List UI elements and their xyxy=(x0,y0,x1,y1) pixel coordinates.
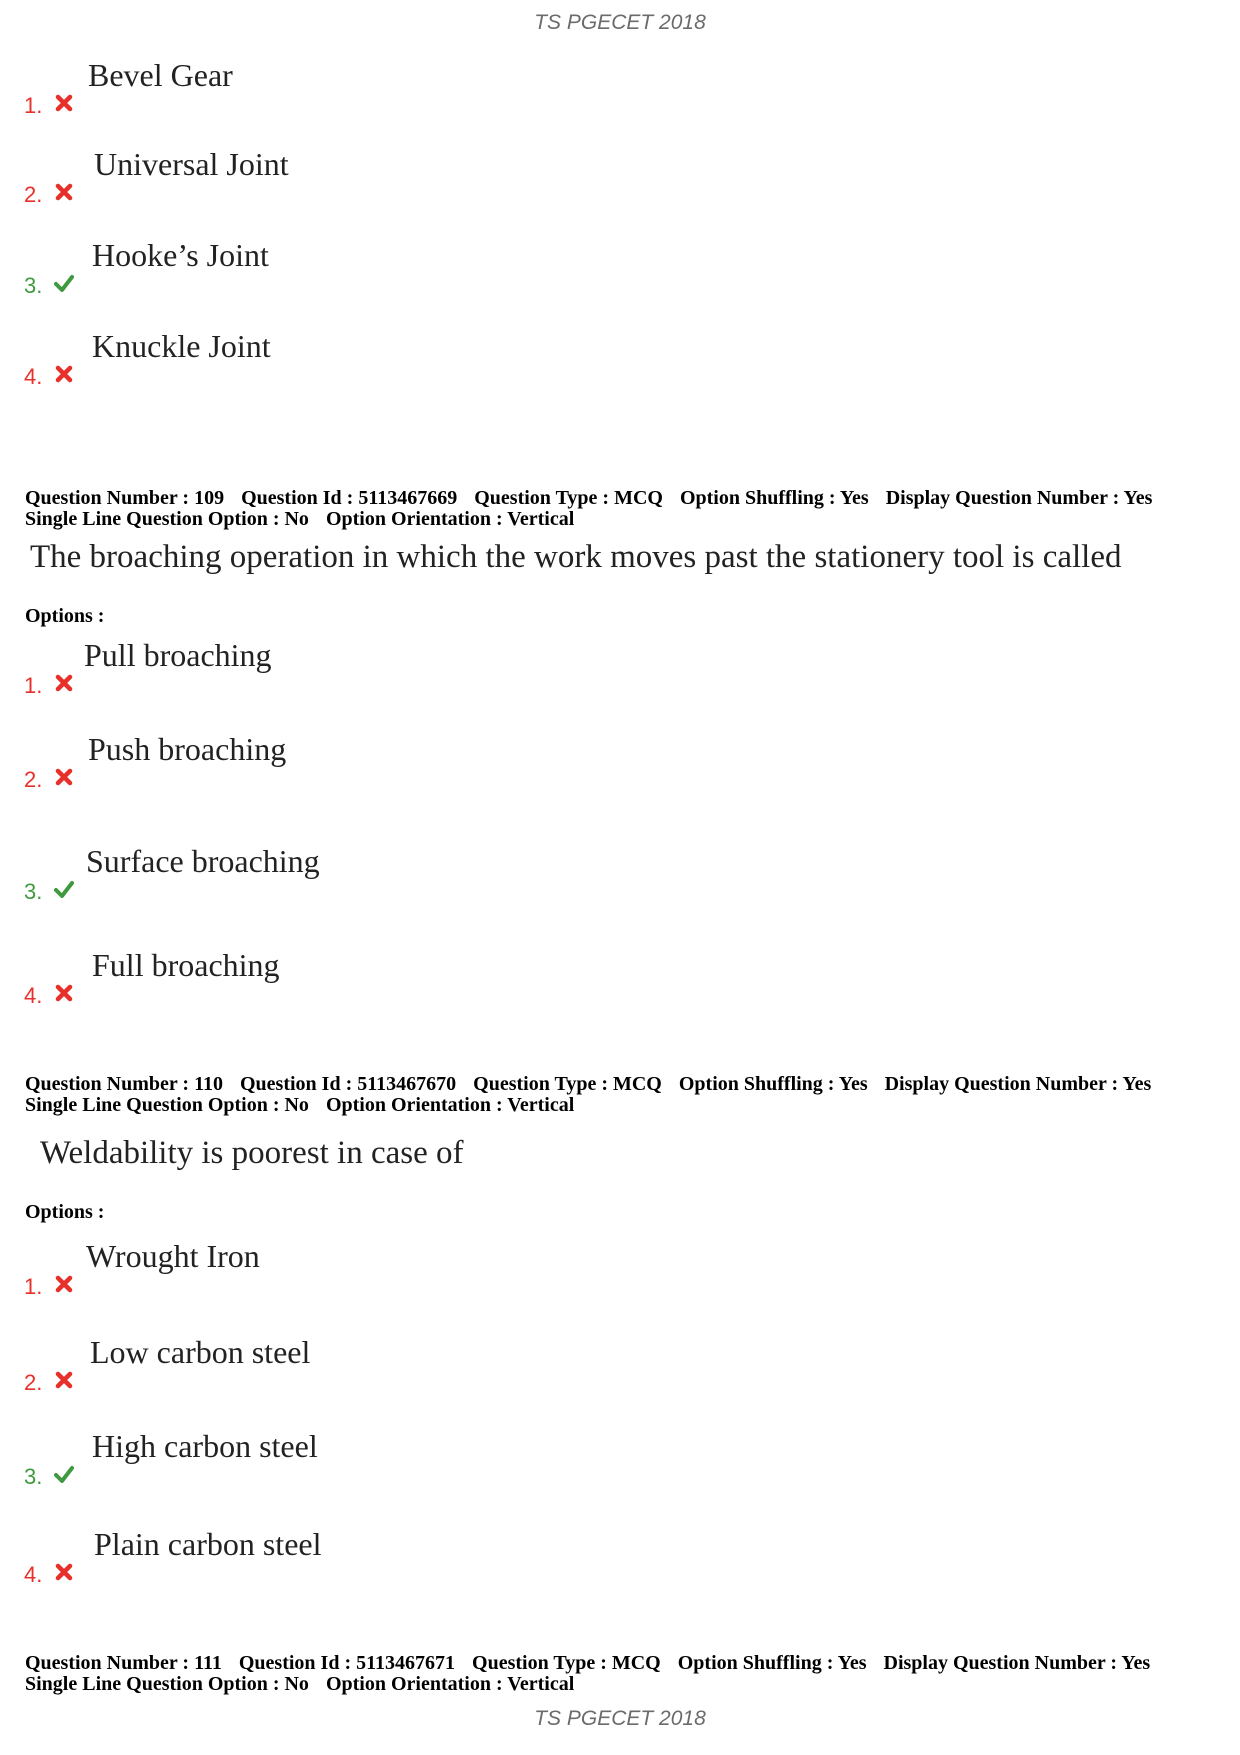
option-item[interactable] xyxy=(24,57,724,117)
question-text: Weldability is poorest in case of xyxy=(40,1135,464,1171)
option-orientation: Option Orientation : Vertical xyxy=(325,1673,575,1695)
option-number: 3. xyxy=(24,273,43,298)
option-orientation: Option Orientation : Vertical xyxy=(325,508,575,530)
option-number: 2. xyxy=(24,182,43,207)
cross-icon xyxy=(54,1562,74,1582)
option-item[interactable] xyxy=(24,1428,724,1488)
option-item[interactable] xyxy=(24,637,724,697)
option-shuffling: Option Shuffling : Yes xyxy=(677,1652,867,1674)
single-line-option: Single Line Question Option : No xyxy=(25,508,309,530)
options-label: Options : xyxy=(25,1201,105,1223)
option-number: 4. xyxy=(24,364,43,389)
option-text: Plain carbon steel xyxy=(94,1526,322,1562)
question-id: Question Id : 5113467671 xyxy=(238,1652,456,1674)
options-label: Options : xyxy=(25,605,105,627)
question-meta xyxy=(25,488,1225,530)
display-question-number: Display Question Number : Yes xyxy=(885,487,1153,509)
option-shuffling: Option Shuffling : Yes xyxy=(678,1073,868,1095)
option-item[interactable] xyxy=(24,1526,724,1586)
option-orientation: Option Orientation : Vertical xyxy=(325,1094,575,1116)
question-meta xyxy=(25,1653,1225,1695)
option-text: Pull broaching xyxy=(84,637,272,673)
option-text: Universal Joint xyxy=(94,146,289,182)
question-number: Question Number : 109 xyxy=(25,487,225,509)
option-item[interactable] xyxy=(24,947,724,1007)
option-item[interactable] xyxy=(24,731,724,791)
question-type: Question Type : MCQ xyxy=(472,1652,661,1674)
option-text: Push broaching xyxy=(88,731,287,767)
option-text: Hooke’s Joint xyxy=(92,237,269,273)
check-icon xyxy=(54,1464,74,1484)
single-line-option: Single Line Question Option : No xyxy=(25,1673,309,1695)
cross-icon xyxy=(54,673,74,693)
cross-icon xyxy=(54,182,74,202)
cross-icon xyxy=(54,983,74,1003)
cross-icon xyxy=(54,767,74,787)
cross-icon xyxy=(54,1274,74,1294)
display-question-number: Display Question Number : Yes xyxy=(883,1652,1151,1674)
option-item[interactable] xyxy=(24,146,724,206)
option-number: 1. xyxy=(24,1274,43,1299)
option-number: 3. xyxy=(24,1464,43,1489)
option-number: 3. xyxy=(24,879,43,904)
cross-icon xyxy=(54,364,74,384)
page-header: TS PGECET 2018 xyxy=(534,11,706,34)
option-number: 2. xyxy=(24,767,43,792)
option-text: Full broaching xyxy=(92,947,280,983)
option-item[interactable] xyxy=(24,328,724,388)
option-text: Bevel Gear xyxy=(88,57,233,93)
question-number: Question Number : 111 xyxy=(25,1652,222,1674)
page-footer: TS PGECET 2018 xyxy=(534,1707,706,1730)
option-number: 4. xyxy=(24,983,43,1008)
option-number: 1. xyxy=(24,673,43,698)
option-text: High carbon steel xyxy=(92,1428,318,1464)
option-text: Wrought Iron xyxy=(86,1238,260,1274)
option-text: Knuckle Joint xyxy=(92,328,271,364)
cross-icon xyxy=(54,93,74,113)
question-type: Question Type : MCQ xyxy=(474,487,663,509)
option-item[interactable] xyxy=(24,1238,724,1298)
option-text: Low carbon steel xyxy=(90,1334,311,1370)
option-number: 4. xyxy=(24,1562,43,1587)
option-number: 1. xyxy=(24,93,43,118)
option-item[interactable] xyxy=(24,843,724,903)
question-id: Question Id : 5113467669 xyxy=(241,487,458,509)
display-question-number: Display Question Number : Yes xyxy=(884,1073,1152,1095)
question-number: Question Number : 110 xyxy=(25,1073,223,1095)
option-shuffling: Option Shuffling : Yes xyxy=(679,487,869,509)
question-id: Question Id : 5113467670 xyxy=(239,1073,457,1095)
question-meta xyxy=(25,1074,1225,1116)
option-number: 2. xyxy=(24,1370,43,1395)
check-icon xyxy=(54,273,74,293)
single-line-option: Single Line Question Option : No xyxy=(25,1094,309,1116)
option-text: Surface broaching xyxy=(86,843,320,879)
question-type: Question Type : MCQ xyxy=(473,1073,662,1095)
cross-icon xyxy=(54,1370,74,1390)
option-item[interactable] xyxy=(24,1334,724,1394)
question-text: The broaching operation in which the work moves past the stationery tool is called xyxy=(30,539,1122,575)
check-icon xyxy=(54,879,74,899)
option-item[interactable] xyxy=(24,237,724,297)
